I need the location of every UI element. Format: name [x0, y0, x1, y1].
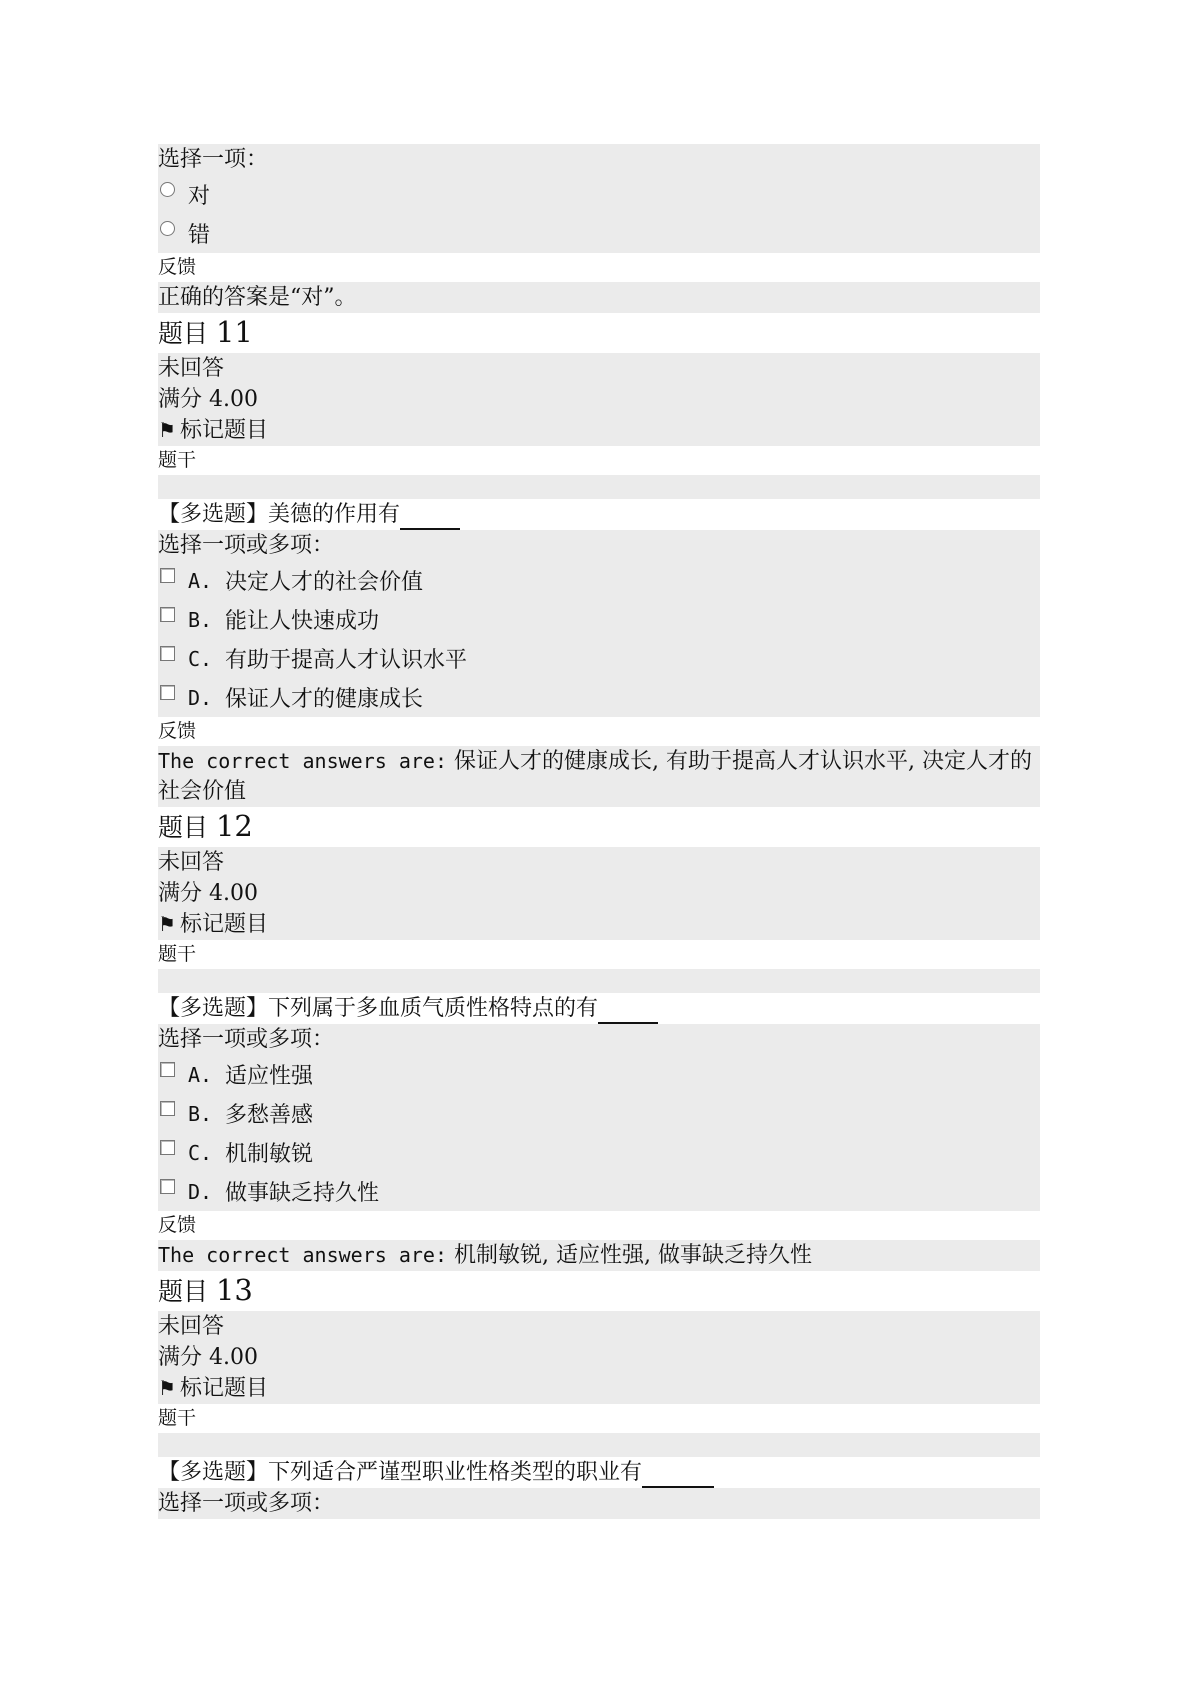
question-12 — [158, 807, 1040, 1271]
checkbox[interactable] — [160, 1062, 175, 1077]
question-number: 11 — [215, 315, 253, 349]
answer-block — [158, 1488, 1040, 1519]
question-title-prefix: 题目 — [158, 1277, 209, 1306]
option-label: 做事缺乏持久性 — [225, 1181, 380, 1206]
choose-prompt: 选择一项： — [158, 147, 269, 172]
feedback-text — [158, 746, 1040, 807]
feedback-label: 反馈 — [158, 256, 197, 278]
flag-question[interactable] — [158, 909, 1040, 940]
option-true[interactable] — [158, 175, 1040, 214]
option-letter: B. — [188, 1101, 213, 1126]
feedback-text: 正确的答案是“对”。 — [158, 282, 1040, 313]
answer-block — [158, 530, 1040, 717]
question-stem — [158, 499, 1040, 530]
feedback-text — [158, 1240, 1040, 1271]
option-a[interactable] — [158, 1055, 1040, 1094]
status-text: 未回答 — [158, 1314, 225, 1339]
feedback-label: 反馈 — [158, 1214, 197, 1236]
flag-icon[interactable]: ⚑ — [158, 912, 176, 936]
stem-label: 题干 — [158, 1407, 197, 1429]
question-info — [158, 847, 1040, 940]
stem-spacer — [158, 1433, 1040, 1457]
flag-label: 标记题目 — [179, 912, 268, 937]
score-text: 满分 4.00 — [158, 1345, 258, 1370]
option-letter: B. — [188, 607, 213, 632]
option-label: 能让人快速成功 — [225, 609, 380, 634]
choose-prompt: 选择一项或多项： — [158, 1491, 335, 1516]
option-c[interactable] — [158, 639, 1040, 678]
question-info — [158, 1311, 1040, 1404]
answer-block — [158, 1024, 1040, 1211]
feedback-answers: 机制敏锐, 适应性强, 做事缺乏持久性 — [453, 1243, 812, 1268]
option-letter: A. — [188, 568, 213, 593]
option-label: 机制敏锐 — [225, 1142, 314, 1167]
option-letter: D. — [188, 685, 213, 710]
blank-line — [642, 1460, 714, 1488]
option-label: 多愁善感 — [225, 1103, 314, 1128]
flag-label: 标记题目 — [179, 418, 268, 443]
flag-icon[interactable]: ⚑ — [158, 418, 176, 442]
radio-button[interactable] — [160, 182, 175, 197]
question-title-prefix: 题目 — [158, 319, 209, 348]
option-label: 决定人才的社会价值 — [225, 570, 424, 595]
feedback-label: 反馈 — [158, 720, 197, 742]
status-text: 未回答 — [158, 356, 225, 381]
blank-line — [400, 502, 460, 530]
question-number: 12 — [215, 809, 253, 843]
option-label: 适应性强 — [225, 1064, 314, 1089]
stem-text: 【多选题】下列适合严谨型职业性格类型的职业有 — [158, 1460, 643, 1485]
feedback-answers: 保证人才的健康成长, 有助于提高人才认识水平, 决定人才的社会价值 — [158, 749, 1032, 804]
radio-button[interactable] — [160, 221, 175, 236]
option-label: 有助于提高人才认识水平 — [225, 648, 468, 673]
option-label: 保证人才的健康成长 — [225, 687, 424, 712]
option-label: 错 — [188, 223, 211, 248]
question-info — [158, 353, 1040, 446]
feedback-prefix: The correct answers are: — [158, 1243, 447, 1267]
status-text: 未回答 — [158, 850, 225, 875]
option-b[interactable] — [158, 600, 1040, 639]
option-c[interactable] — [158, 1133, 1040, 1172]
stem-label: 题干 — [158, 449, 197, 471]
stem-label: 题干 — [158, 943, 197, 965]
choose-prompt: 选择一项或多项： — [158, 533, 335, 558]
checkbox[interactable] — [160, 1140, 175, 1155]
option-letter: D. — [188, 1179, 213, 1204]
flag-question[interactable] — [158, 415, 1040, 446]
option-letter: C. — [188, 646, 213, 671]
option-false[interactable] — [158, 214, 1040, 253]
question-title — [158, 313, 1040, 353]
option-a[interactable] — [158, 561, 1040, 600]
option-d[interactable] — [158, 678, 1040, 717]
feedback-prefix: The correct answers are: — [158, 749, 447, 773]
question-number: 13 — [215, 1273, 253, 1307]
checkbox[interactable] — [160, 1179, 175, 1194]
question-title — [158, 807, 1040, 847]
checkbox[interactable] — [160, 607, 175, 622]
answer-block — [158, 144, 1040, 253]
option-d[interactable] — [158, 1172, 1040, 1211]
checkbox[interactable] — [160, 568, 175, 583]
option-b[interactable] — [158, 1094, 1040, 1133]
blank-line — [598, 996, 658, 1024]
option-letter: A. — [188, 1062, 213, 1087]
flag-icon[interactable]: ⚑ — [158, 1376, 176, 1400]
score-text: 满分 4.00 — [158, 881, 258, 906]
stem-text: 【多选题】美德的作用有 — [158, 502, 401, 527]
option-label: 对 — [188, 184, 211, 209]
flag-label: 标记题目 — [179, 1376, 268, 1401]
question-stem — [158, 1457, 1040, 1488]
question-13 — [158, 1271, 1040, 1519]
checkbox[interactable] — [160, 685, 175, 700]
option-letter: C. — [188, 1140, 213, 1165]
question-title — [158, 1271, 1040, 1311]
checkbox[interactable] — [160, 646, 175, 661]
stem-spacer — [158, 475, 1040, 499]
score-text: 满分 4.00 — [158, 387, 258, 412]
quiz-review-page — [158, 144, 1040, 1519]
question-stem — [158, 993, 1040, 1024]
question-title-prefix: 题目 — [158, 813, 209, 842]
flag-question[interactable] — [158, 1373, 1040, 1404]
choose-prompt: 选择一项或多项： — [158, 1027, 335, 1052]
question-11 — [158, 313, 1040, 807]
stem-text: 【多选题】下列属于多血质气质性格特点的有 — [158, 996, 599, 1021]
stem-spacer — [158, 969, 1040, 993]
checkbox[interactable] — [160, 1101, 175, 1116]
